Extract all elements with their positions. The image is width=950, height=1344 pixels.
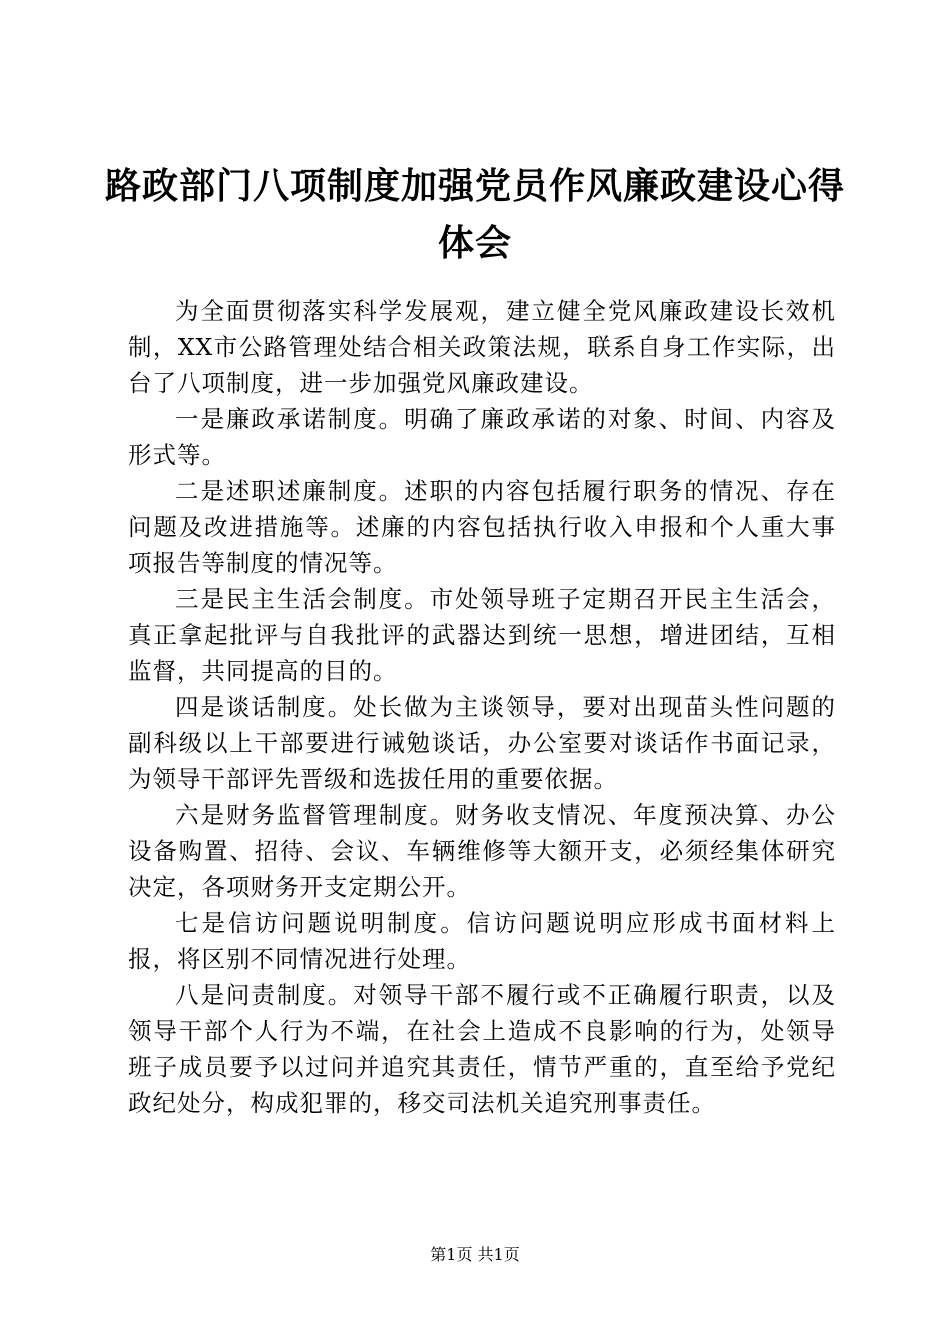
paragraph-item-2: 二是述职述廉制度。述职的内容包括履行职务的情况、存在问题及改进措施等。述廉的内容包括执行收入申报和个人重大事项报告等制度的情况等。 [128, 477, 836, 577]
paragraph-item-8: 八是问责制度。对领导干部不履行或不正确履行职责，以及领导干部个人行为不端，在社会上造成不良影响的行为，处领导班子成员要予以过问并追究其责任，情节严重的，直至给予党纪政纪处分，构成犯罪的，移交司法机关追究刑事责任。 [128, 981, 836, 1117]
paragraph-item-7: 七是信访问题说明制度。信访问题说明应形成书面材料上报，将区别不同情况进行处理。 [128, 909, 836, 973]
paragraph-item-3: 三是民主生活会制度。市处领导班子定期召开民主生活会，真正拿起批评与自我批评的武器达到统一思想，增进团结，互相监督，共同提高的目的。 [128, 585, 836, 685]
document-body [128, 293, 836, 1121]
paragraph-item-1: 一是廉政承诺制度。明确了廉政承诺的对象、时间、内容及形式等。 [128, 405, 836, 469]
paragraph-intro: 为全面贯彻落实科学发展观，建立健全党风廉政建设长效机制，XX市公路管理处结合相关政策法规，联系自身工作实际，出台了八项制度，进一步加强党风廉政建设。 [128, 297, 836, 397]
document-title: 路政部门八项制度加强党员作风廉政建设心得体会 [104, 165, 845, 264]
paragraph-item-4: 四是谈话制度。处长做为主谈领导，要对出现苗头性问题的副科级以上干部要进行诫勉谈话，办公室要对谈话作书面记录，为领导干部评先晋级和选拔任用的重要依据。 [128, 693, 836, 793]
paragraph-item-6: 六是财务监督管理制度。财务收支情况、年度预决算、办公设备购置、招待、会议、车辆维修等大额开支，必须经集体研究决定，各项财务开支定期公开。 [128, 801, 836, 901]
page-footer: 第1页 共1页 [430, 1245, 520, 1264]
